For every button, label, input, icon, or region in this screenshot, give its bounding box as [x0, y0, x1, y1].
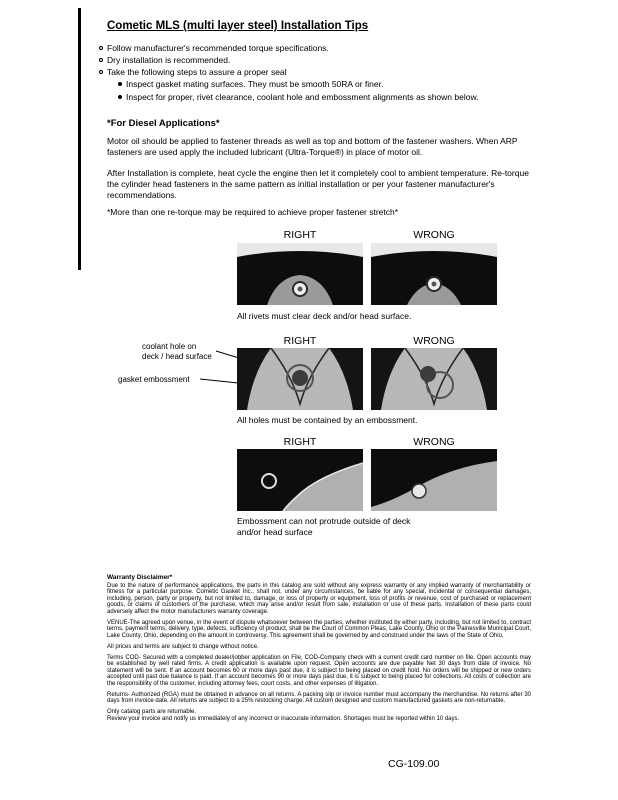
dot-bullet-marker	[118, 95, 122, 99]
coolant-hole-callout	[142, 342, 212, 361]
row2-right-label: RIGHT	[283, 335, 317, 347]
retorque-note: *More than one re-torque may be required to achieve proper fastener stretch*	[107, 207, 399, 217]
row3-caption	[237, 516, 410, 537]
tip-text: Inspect gasket mating surfaces. They must be smooth 50RA or finer.	[126, 79, 384, 90]
tip-text: Inspect for proper, rivet clearance, coolant hole and embossment alignments as shown below.	[126, 91, 479, 102]
diesel-paragraph-2: After Installation is complete, heat cycle the engine then let it completely cool to ambient temperature. Re-torque the cylinder head fasteners in the same pattern as initial installation or per your fastener manufacturer's recommendations.	[107, 168, 529, 200]
rivet-right-image	[237, 243, 363, 305]
coolant-hole-icon	[420, 366, 436, 382]
installation-tips-list	[99, 43, 539, 104]
row2-caption: All holes must be contained by an embossment.	[237, 415, 418, 425]
venue-paragraph: VENUE-The agreed upon venue, in the event of dispute whatsoever between the parties, whether instituted by either party, including, but not limited to, contract terms, payment terms, delivery, type, defects, sufficiency of product, shall be the Court of Common Pleas, Lake County, Ohio or the Painesville Municipal Court, Lake County, Ohio, depending on the amount in controversy. This agreement shall be governed by and construed under the laws of the State of Ohio.	[107, 619, 531, 639]
dot-bullet-marker	[118, 82, 122, 86]
tip-text: Take the following steps to assure a proper seal	[107, 67, 287, 78]
tip-text: Follow manufacturer's recommended torque specifications.	[107, 43, 329, 53]
terms-paragraph: Terms COD- Secured with a completed dealer/jobber application on File, COD-Company check with a current credit card number on file. Open accounts may be established by well rated firms. A credit application is available upon request. Open accounts are due payable Net 30 days from date of invoice. No statement will be sent. If an account becomes 60 or more days past due, it is subject to being placed on credit hold. No orders will be shipped or new orders accepted until past due balance is paid. If an account becomes 90 or more days past due, it is subject to being placed for collections. All costs of collection are the responsibility of the customer, including attorney fees, court costs, and other expenses of litigation.	[107, 654, 531, 687]
list-item	[99, 67, 539, 78]
warranty-disclaimer-heading: Warranty Disclaimer*	[107, 574, 173, 581]
diesel-paragraph-1: Motor oil should be applied to fastener threads as well as top and bottom of the fastener washers. When ARP fasteners are used apply the included lubricant (Ultra-Torque®) in place of motor oil.	[107, 136, 518, 157]
scan-edge-artifact	[78, 8, 81, 270]
circle-bullet-marker	[99, 58, 103, 62]
embossment-right-image	[237, 348, 363, 410]
tip-text: Dry installation is recommended.	[107, 55, 231, 66]
list-item	[99, 55, 539, 66]
protrusion-wrong-image	[371, 449, 497, 511]
page-title: Cometic MLS (multi layer steel) Installation Tips	[107, 20, 369, 32]
rivet-wrong-diagram	[371, 243, 497, 305]
list-item	[118, 92, 539, 103]
row3-wrong-label: WRONG	[413, 436, 455, 448]
circle-bullet-marker	[99, 46, 103, 50]
coolant-hole-icon	[292, 370, 308, 386]
row1-right-label: RIGHT	[283, 229, 317, 241]
embossment-wrong-diagram	[371, 348, 497, 410]
rivet-wrong-image	[371, 243, 497, 305]
row1-caption: All rivets must clear deck and/or head surface.	[237, 311, 412, 321]
rivet-right-diagram	[237, 243, 363, 305]
embossment-ring-icon	[412, 484, 426, 498]
callout-text: deck / head surface	[142, 351, 212, 361]
row2-wrong-label: WRONG	[413, 335, 455, 347]
caption-text: and/or head surface	[237, 526, 313, 537]
protrusion-right-image	[237, 449, 363, 511]
returns-paragraph: Returns- Authorized (RGA) must be obtained in advance on all returns. A packing slip or invoice number must accompany the merchandise. No returns after 30 days from invoice date. All returns are subject to a 25% restocking charge. All custom designed and custom manufactured gaskets are non-returnable.	[107, 691, 531, 704]
legal-block	[107, 575, 531, 722]
warranty-paragraph: Due to the nature of performance applications, the parts in this catalog are sold without any express warranty or any implied warranty of merchantability or fitness for a particular purpose. Cometic Gasket Inc., shall not, under any circumstances, be liable for any special, incidental or consequential damages, including, person, party or property, but not limited to, damage, or loss of property or equipment, loss of profits or revenue, cost of purchased or replacement goods, or claims of customers of the purchase, which may arise and/or result from sale, installation or use of these parts. Installation of these parts could adversely affect the motor manufacturers warranty coverage.	[107, 582, 531, 615]
row3-right-label: RIGHT	[283, 436, 317, 448]
catalog-paragraph: Only catalog parts are returnable.	[107, 709, 197, 715]
row1-wrong-label: WRONG	[413, 229, 455, 241]
protrusion-wrong-diagram	[371, 449, 497, 511]
callout-text: coolant hole on	[142, 342, 197, 351]
list-item	[99, 43, 539, 54]
embossment-right-diagram	[237, 348, 363, 410]
list-item	[118, 79, 539, 90]
gasket-embossment-callout: gasket embossment	[118, 375, 190, 384]
diesel-applications-heading: *For Diesel Applications*	[107, 118, 220, 129]
document-code: CG-109.00	[388, 758, 440, 770]
review-paragraph: Review your invoice and notify us immediately of any incorrect or inaccurate information. Shortages must be reported within 10 days.	[107, 715, 460, 722]
caption-text: Embossment can not protrude outside of deck	[237, 516, 411, 526]
prices-paragraph: All prices and terms are subject to change without notice.	[107, 643, 259, 650]
protrusion-right-diagram	[237, 449, 363, 511]
circle-bullet-marker	[99, 70, 103, 74]
embossment-wrong-image	[371, 348, 497, 410]
